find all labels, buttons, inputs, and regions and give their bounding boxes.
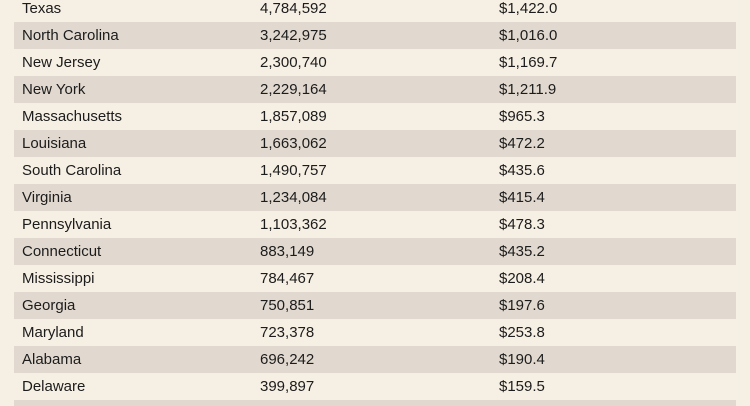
count-cell: 784,467: [260, 270, 315, 287]
table-row: [14, 319, 736, 346]
count-cell: 1,857,089: [260, 108, 327, 125]
count-cell: 696,242: [260, 351, 315, 368]
value-cell: $208.4: [499, 270, 545, 287]
table-row: [14, 76, 736, 103]
count-cell: 1,490,757: [260, 162, 327, 179]
state-cell: Delaware: [22, 378, 86, 395]
table-row: [14, 0, 736, 22]
state-cell: South Carolina: [22, 162, 122, 179]
state-cell: Connecticut: [22, 243, 102, 260]
count-cell: 2,229,164: [260, 81, 327, 98]
state-cell: Virginia: [22, 189, 72, 206]
count-cell: 1,663,062: [260, 135, 327, 152]
value-cell: $472.2: [499, 135, 545, 152]
value-cell: $253.8: [499, 324, 545, 341]
table-row: [14, 184, 736, 211]
count-cell: 3,242,975: [260, 27, 327, 44]
table-row: [14, 157, 736, 184]
count-cell: 750,851: [260, 297, 315, 314]
value-cell: $415.4: [499, 189, 545, 206]
table-row: [14, 346, 736, 373]
state-cell: New York: [22, 81, 86, 98]
table-row: [14, 265, 736, 292]
table-row: [14, 103, 736, 130]
count-cell: 1,103,362: [260, 216, 327, 233]
value-cell: $965.3: [499, 108, 545, 125]
value-cell: $159.5: [499, 378, 545, 395]
state-cell: Georgia: [22, 297, 76, 314]
count-cell: 883,149: [260, 243, 315, 260]
value-cell: $197.6: [499, 297, 545, 314]
table-row: [14, 292, 736, 319]
table-row: [14, 238, 736, 265]
count-cell: 1,234,084: [260, 189, 327, 206]
state-cell: Maryland: [22, 324, 84, 341]
state-cell: New Jersey: [22, 54, 101, 71]
value-cell: $1,422.0: [499, 0, 558, 17]
value-cell: $435.6: [499, 162, 545, 179]
table-row: [14, 22, 736, 49]
count-cell: 2,300,740: [260, 54, 327, 71]
table-row: [14, 373, 736, 400]
value-cell: $190.4: [499, 351, 545, 368]
state-cell: Massachusetts: [22, 108, 123, 125]
state-cell: Pennsylvania: [22, 216, 112, 233]
state-cell: Alabama: [22, 351, 82, 368]
table-row: [14, 49, 736, 76]
next-row-edge: [14, 400, 736, 406]
value-cell: $1,016.0: [499, 27, 558, 44]
value-cell: $1,211.9: [499, 81, 557, 98]
count-cell: 723,378: [260, 324, 315, 341]
state-cell: Texas: [22, 0, 62, 17]
count-cell: 399,897: [260, 378, 315, 395]
table-row: [14, 211, 736, 238]
state-cell: North Carolina: [22, 27, 119, 44]
state-cell: Mississippi: [22, 270, 95, 287]
value-cell: $1,169.7: [499, 54, 558, 71]
state-cell: Louisiana: [22, 135, 87, 152]
value-cell: $435.2: [499, 243, 545, 260]
table-row: [14, 130, 736, 157]
count-cell: 4,784,592: [260, 0, 327, 17]
value-cell: $478.3: [499, 216, 545, 233]
